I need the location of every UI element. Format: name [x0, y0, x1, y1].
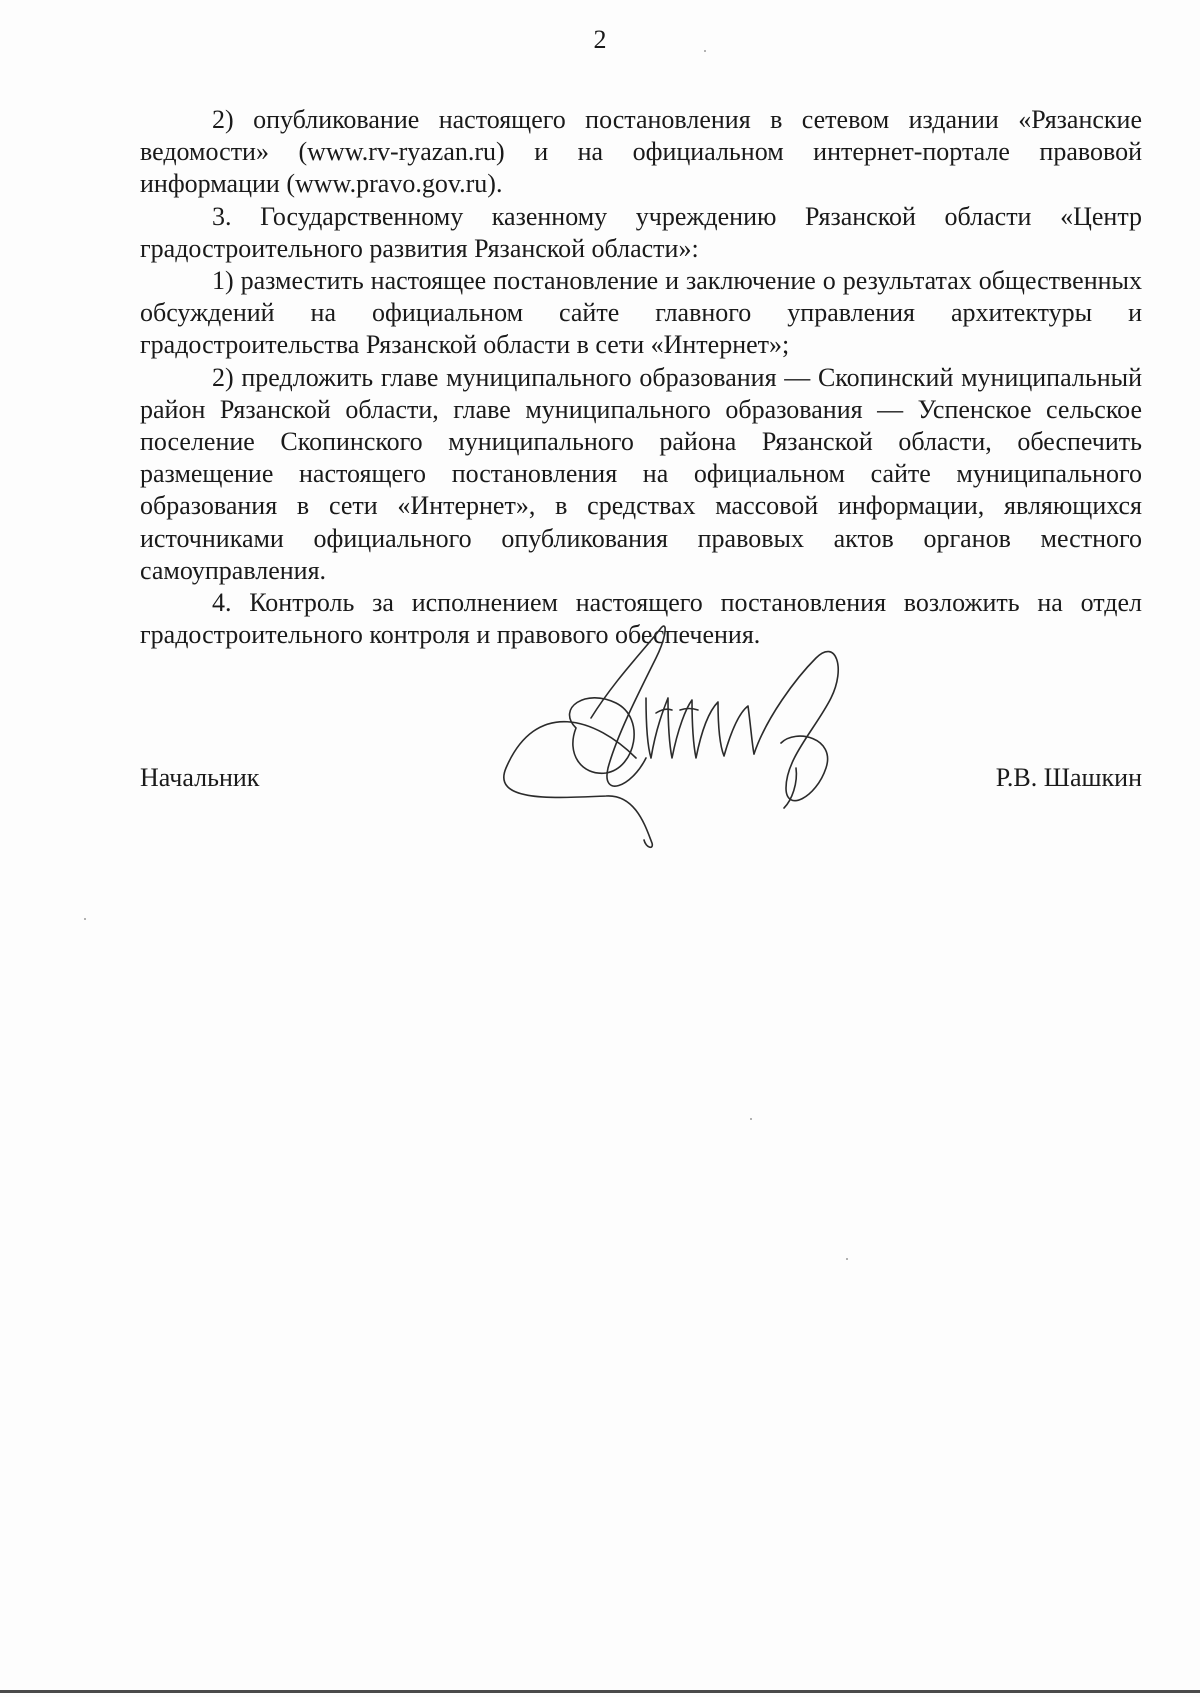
scan-speck — [704, 50, 706, 52]
scan-speck — [846, 1258, 848, 1260]
paragraph-publication: 2) опубликование настоящего постановления в сетевом издании «Рязанские ведомости» (www.rv-ryazan.ru) и на официальном интернет-портале правовой информации (www.pravo.gov.ru). — [140, 105, 1142, 199]
scan-bottom-edge — [0, 1690, 1200, 1693]
paragraph-item-3-1: 1) разместить настоящее постановление и заключение о результатах общественных обсуждений на официальном сайте главного управления архитектуры и градостроительства Рязанской области в сети «Интернет»; — [140, 266, 1142, 360]
signature-block — [140, 762, 1142, 798]
handwritten-signature — [496, 618, 896, 858]
paragraph-item-3: 3. Государственному казенному учреждению Рязанской области «Центр градостроительного развития Рязанской области»: — [140, 201, 1142, 263]
signatory-name: Р.В. Шашкин — [995, 763, 1142, 792]
scan-speck — [750, 1118, 752, 1120]
document-body — [140, 104, 1142, 651]
page-number: 2 — [593, 25, 607, 54]
signatory-role: Начальник — [140, 763, 260, 792]
paragraph-item-3-2: 2) предложить главе муниципального образования — Скопинский муниципальный район Рязанской области, главе муниципального образования — Успенское сельское поселение Скопинского муниципального района Рязанской области, обеспечить размещение настоящего постановления на официальном сайте муниципального образования в сети «Интернет», в средствах массовой информации, являющихся источниками официального опубликования правовых актов органов местного самоуправления. — [140, 362, 1142, 585]
paragraph-item-4: 4. Контроль за исполнением настоящего постановления возложить на отдел градостроительного контроля и правового обеспечения. — [140, 588, 1142, 650]
scan-speck — [84, 918, 86, 920]
